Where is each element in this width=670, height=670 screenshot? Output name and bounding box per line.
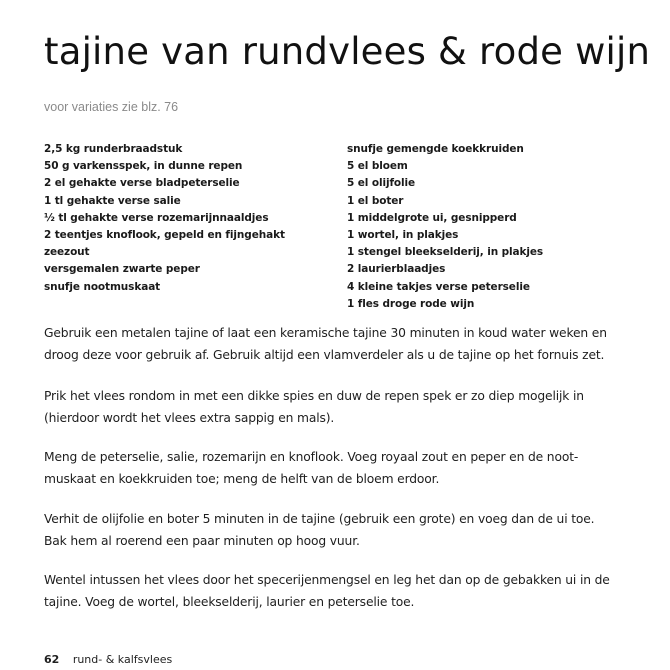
instruction-paragraph <box>44 508 644 552</box>
ingredient-item: 1 stengel bleekselderij, in plakjes <box>347 246 544 259</box>
ingredient-item: 50 g varkensspek, in dunne repen <box>44 160 243 173</box>
ingredient-item: 2,5 kg runderbraadstuk <box>44 143 183 155</box>
ingredient-item: 2 el gehakte verse bladpeterselie <box>44 177 240 190</box>
instruction-line: (hierdoor wordt het vlees extra sappig en mals). <box>44 411 335 425</box>
instruction-line: tajine. Voeg de wortel, bleekselderij, laurier en peterselie toe. <box>44 595 415 609</box>
ingredient-item: versgemalen zwarte peper <box>44 263 200 276</box>
ingredient-item: 1 el boter <box>347 194 404 207</box>
ingredient-item: 5 el bloem <box>347 160 408 173</box>
ingredient-item: zeezout <box>44 246 90 259</box>
section-name: rund- & kalfsvlees <box>72 653 173 666</box>
ingredients-list-right <box>347 141 647 313</box>
instruction-line: Wentel intussen het vlees door het specerijenmengsel en leg het dan op de gebakken ui in de <box>44 573 610 587</box>
ingredient-item: 5 el olijfolie <box>347 177 416 190</box>
ingredient-item: 1 tl gehakte verse salie <box>44 194 181 207</box>
ingredient-item: 1 middelgrote ui, gesnipperd <box>347 211 517 224</box>
instruction-paragraph <box>44 385 644 429</box>
ingredient-item: 4 kleine takjes verse peterselie <box>347 280 530 293</box>
ingredient-item: 2 teentjes knoflook, gepeld en fijngehakt <box>44 229 285 242</box>
instruction-line: Prik het vlees rondom in met een dikke spies en duw de repen spek er zo diep mogelijk in <box>44 389 584 403</box>
ingredient-item: snufje nootmuskaat <box>44 280 161 293</box>
instruction-line: Bak hem al roerend een paar minuten op hoog vuur. <box>44 534 360 548</box>
instruction-line: muskaat en koekkruiden toe; meng de helft van de bloem erdoor. <box>44 472 440 486</box>
instruction-line: Verhit de olijfolie en boter 5 minuten in de tajine (gebruik een grote) en voeg dan de ui toe. <box>44 512 595 526</box>
instruction-paragraph <box>44 322 644 366</box>
instruction-paragraph <box>44 569 644 613</box>
instruction-paragraph <box>44 446 644 490</box>
instruction-line: Gebruik een metalen tajine of laat een keramische tajine 30 minuten in koud water weken en <box>44 326 607 340</box>
variations-reference: voor variaties zie blz. 76 <box>44 100 179 114</box>
ingredient-item: ½ tl gehakte verse rozemarijnnaaldjes <box>44 211 269 224</box>
ingredient-item: 1 fles droge rode wijn <box>347 297 475 310</box>
instruction-line: droog deze voor gebruik af. Gebruik altijd een vlamverdeler als u de tajine op het fornuis zet. <box>44 348 605 362</box>
ingredient-item: 1 wortel, in plakjes <box>347 229 459 242</box>
recipe-title: tajine van rundvlees & rode wijn <box>44 30 651 73</box>
ingredient-item: 2 laurierblaadjes <box>347 263 446 276</box>
page-footer <box>44 653 172 666</box>
instruction-line: Meng de peterselie, salie, rozemarijn en knoflook. Voeg royaal zout en peper en de noot- <box>44 450 579 464</box>
ingredients-list-left <box>44 141 334 296</box>
ingredient-item: snufje gemengde koekkruiden <box>347 143 524 155</box>
page-number: 62 <box>44 653 60 666</box>
